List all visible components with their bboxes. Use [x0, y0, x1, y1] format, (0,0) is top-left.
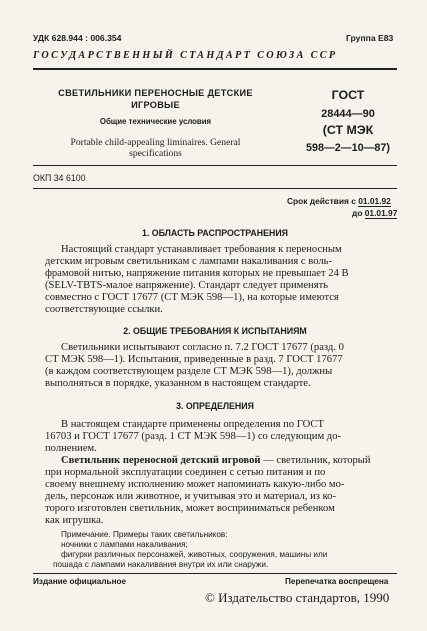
note-line: пошада с лампами накаливания внутри их или снаружи.: [53, 560, 269, 569]
title-rule: [33, 165, 397, 166]
okp-code: ОКП 34 6100: [33, 173, 86, 183]
section-2-line: (в каждом соответствующем разделе СТ МЭК 598—1), должны: [45, 366, 333, 377]
definition-line: при нормальной эксплуатации соединен с сетью питания и по: [45, 467, 326, 478]
definition-line: как игрушка.: [45, 515, 104, 526]
section-1-line: совместно с ГОСТ 17677 (СТ МЭК 598—1), на которые имеются: [45, 292, 339, 303]
section-1-line: соответствующие ссылки.: [45, 304, 163, 315]
agency-heading: ГОСУДАРСТВЕННЫЙ СТАНДАРТ СОЮЗА ССР: [33, 50, 338, 61]
section-3-line: В настоящем стандарте применены определения по ГОСТ: [61, 419, 324, 430]
iec-number: 598—2—10—87): [305, 142, 391, 154]
validity-from-date: 01.01.92: [358, 196, 391, 206]
definition-line: своему внешнему исполнению может напоминать какую-либо мо-: [45, 479, 345, 490]
title-ru-subtitle: Общие технические условия: [99, 117, 212, 126]
group-code: Группа Е83: [346, 33, 394, 43]
iec-label: (СТ МЭК: [322, 123, 374, 137]
publisher-copyright: © Издательство стандартов, 1990: [205, 590, 390, 605]
section-1-title: 1. ОБЛАСТЬ РАСПРОСТРАНЕНИЯ: [142, 228, 288, 238]
section-2-line: Светильники испытывают согласно п. 7.2 ГОСТ 17677 (разд. 0: [61, 342, 344, 353]
validity-to-prefix: до: [352, 208, 363, 218]
section-1-line: (SELV-TBTS-малое напряжение). Стандарт следует применять: [45, 280, 329, 291]
title-ru-line2: ИГРОВЫЕ: [131, 100, 180, 110]
section-3-line: 16703 и ГОСТ 17677 (разд. 1 СТ МЭК 598—1) со следующим до-: [45, 431, 342, 442]
definition-first-line: [61, 455, 397, 467]
official-edition: Издание официальное: [33, 577, 127, 586]
gost-number: 28444—90: [321, 108, 375, 120]
definition-line: торого изготовлен светильник, может восприниматься ребенком: [45, 503, 335, 514]
section-1-line: Настоящий стандарт устанавливает требования к переносным: [61, 244, 342, 255]
section-3-line: полнением.: [45, 443, 97, 454]
section-1-line: фрамовой нитью, напряжение питания которых не превышает 24 В: [45, 268, 349, 279]
term-name: Светильник переносной детский игровой: [61, 455, 261, 466]
title-en-line2: specifications: [129, 148, 182, 159]
section-2-line: СТ МЭК 598—1). Испытания, приведенные в разд. 7 ГОСТ 17677: [45, 354, 343, 365]
note-line: ночники с лампами накаливания;: [61, 540, 188, 549]
definition-line: дель, персонаж или животное, и учитывая это и материал, из ко-: [45, 491, 337, 502]
validity-to-date: 01.01.97: [364, 208, 398, 218]
validity-from-prefix: с: [351, 196, 356, 206]
term-rest: — светильник, который: [260, 455, 371, 466]
validity-label-text: Срок действия: [287, 196, 349, 206]
validity-label: [287, 196, 391, 206]
okp-rule: [33, 188, 397, 189]
title-en-line1: Portable child-appealing liminaires. General: [70, 137, 241, 148]
section-1-line: детским игровым светильникам с лампами накаливания с воль-: [45, 256, 332, 267]
note-line: Примечание. Примеры таких светильников:: [61, 530, 228, 539]
udk-code: УДК 628.944 : 006.354: [33, 33, 122, 43]
note-line: фигурки различных персонажей, животных, сооружения, машины или: [61, 550, 328, 559]
header-rule: [33, 68, 397, 70]
section-2-title: 2. ОБЩИЕ ТРЕБОВАНИЯ К ИСПЫТАНИЯМ: [123, 326, 307, 336]
validity-to: [352, 208, 397, 218]
reprint-prohibited: Перепечатка воспрещена: [285, 577, 389, 586]
section-3-title: 3. ОПРЕДЕЛЕНИЯ: [176, 401, 254, 411]
section-2-line: выполняться в порядке, указанном в настоящем стандарте.: [45, 378, 311, 389]
title-ru-line1: СВЕТИЛЬНИКИ ПЕРЕНОСНЫЕ ДЕТСКИЕ: [58, 88, 253, 98]
gost-label: ГОСТ: [331, 88, 365, 102]
footer-rule: [33, 573, 397, 574]
